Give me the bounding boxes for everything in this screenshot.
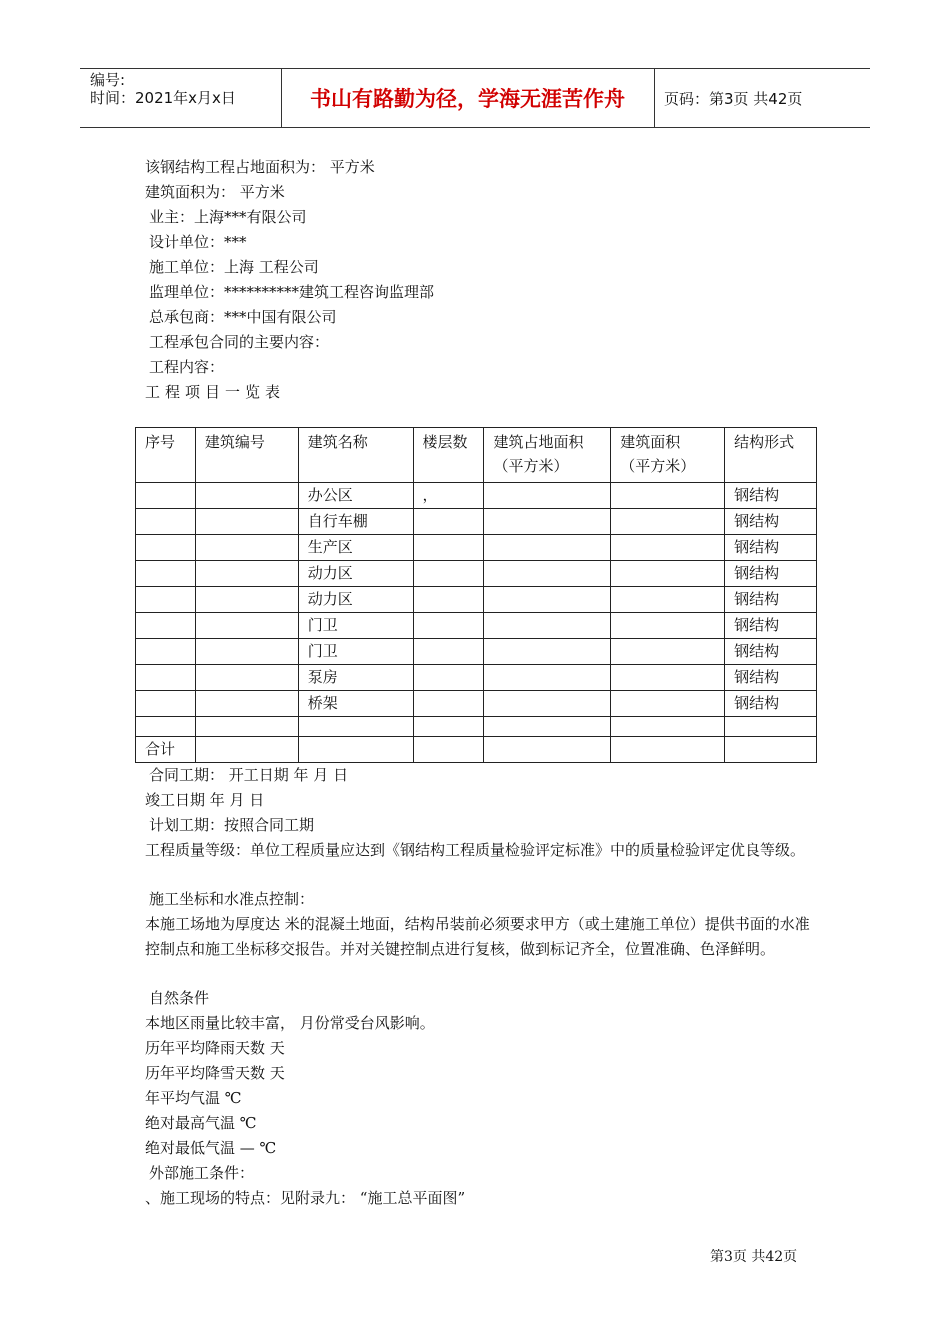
general-contractor-line: 总承包商：***中国有限公司 — [149, 308, 337, 326]
table-cell: 钢结构 — [725, 561, 817, 587]
max-temp-line: 绝对最高气温 ℃ — [145, 1114, 257, 1132]
site-features-line: 、施工现场的特点：见附录九： “施工总平面图” — [145, 1189, 466, 1207]
table-cell — [413, 509, 484, 535]
table-cell — [413, 717, 484, 737]
table-cell — [195, 587, 298, 613]
header-motto: 书山有路勤为径，学海无涯苦作舟 — [281, 69, 655, 127]
project-table — [135, 427, 817, 763]
table-row — [136, 561, 817, 587]
table-cell — [413, 587, 484, 613]
table-cell: 动力区 — [298, 561, 413, 587]
table-cell: 钢结构 — [725, 483, 817, 509]
table-row — [136, 691, 817, 717]
coordinate-paragraph: 本施工场地为厚度达 米的混凝土地面，结构吊装前必须要求甲方（或土建施工单位）提供书面的水准控制点和施工坐标移交报告。并对关键控制点进行复核，做到标记齐全，位置准确、色泽鲜明。 — [145, 915, 810, 958]
supervisor-line: 监理单位：**********建筑工程咨询监理部 — [149, 283, 435, 301]
table-cell — [413, 561, 484, 587]
table-row — [136, 613, 817, 639]
table-cell: 钢结构 — [725, 691, 817, 717]
table-cell — [484, 483, 611, 509]
rain-line: 本地区雨量比较丰富， 月份常受台风影响。 — [145, 1014, 435, 1032]
table-cell — [413, 535, 484, 561]
table-cell: 动力区 — [298, 587, 413, 613]
header-text: 序号 — [145, 433, 176, 451]
table-cell — [136, 509, 196, 535]
designer-line: 设计单位：*** — [149, 233, 247, 251]
header-text: 楼层数 — [422, 433, 468, 451]
table-row — [136, 639, 817, 665]
table-cell: 门卫 — [298, 639, 413, 665]
number-label: 编号: — [90, 71, 126, 89]
table-cell — [195, 665, 298, 691]
table-cell — [195, 613, 298, 639]
header-text: 建筑面积 — [620, 433, 681, 451]
table-cell — [413, 665, 484, 691]
table-cell — [484, 691, 611, 717]
table-cell — [725, 717, 817, 737]
header-meta — [80, 69, 282, 127]
table-cell — [611, 535, 725, 561]
header-text: 结构形式 — [734, 433, 795, 451]
header-cell — [298, 428, 413, 483]
table-cell: 桥架 — [298, 691, 413, 717]
table-cell — [136, 613, 196, 639]
table-cell — [611, 509, 725, 535]
table-cell — [611, 639, 725, 665]
table-cell — [484, 717, 611, 737]
table-cell — [611, 587, 725, 613]
table-cell — [298, 737, 413, 763]
planned-period-line: 计划工期：按照合同工期 — [149, 816, 315, 834]
quality-level-paragraph: 工程质量等级：单位工程质量应达到《钢结构工程质量检验评定标准》中的质量检验评定优良等级。 — [145, 841, 806, 859]
coordinate-heading: 施工坐标和水准点控制： — [149, 890, 315, 908]
table-cell: 泵房 — [298, 665, 413, 691]
table-cell — [484, 639, 611, 665]
owner-line: 业主：上海***有限公司 — [149, 208, 307, 226]
table-cell — [484, 737, 611, 763]
table-cell — [725, 737, 817, 763]
nature-heading: 自然条件 — [149, 989, 210, 1007]
total-label-cell: 合计 — [136, 737, 196, 763]
header-page-label: 页码：第3页 共42页 — [664, 90, 803, 108]
table-cell: 自行车棚 — [298, 509, 413, 535]
header-unit: （平方米） — [620, 457, 696, 475]
header-text: 建筑占地面积 — [493, 433, 584, 451]
table-cell — [484, 665, 611, 691]
table-cell: 钢结构 — [725, 587, 817, 613]
table-cell: 门卫 — [298, 613, 413, 639]
table-cell — [611, 691, 725, 717]
table-cell — [136, 717, 196, 737]
header-text: 建筑名称 — [307, 433, 368, 451]
table-cell — [611, 665, 725, 691]
table-cell — [484, 613, 611, 639]
table-cell — [195, 535, 298, 561]
table-cell — [413, 613, 484, 639]
table-cell — [611, 613, 725, 639]
table-cell — [611, 483, 725, 509]
table-total-row — [136, 737, 817, 763]
contract-period-line: 合同工期： 开工日期 年 月 日 — [149, 766, 349, 784]
table-cell — [136, 483, 196, 509]
table-cell — [413, 639, 484, 665]
table-cell: ， — [413, 483, 484, 509]
table-cell — [611, 737, 725, 763]
header-cell — [195, 428, 298, 483]
table-cell — [195, 691, 298, 717]
land-area-line: 该钢结构工程占地面积为： 平方米 — [145, 158, 375, 176]
table-cell: 钢结构 — [725, 639, 817, 665]
table-cell — [136, 691, 196, 717]
table-cell — [298, 717, 413, 737]
table-cell: 办公区 — [298, 483, 413, 509]
table-cell — [136, 665, 196, 691]
header-unit: （平方米） — [493, 457, 569, 475]
table-cell — [195, 509, 298, 535]
table-cell — [484, 561, 611, 587]
table-header-row — [136, 428, 817, 483]
table-cell — [195, 639, 298, 665]
table-cell — [136, 535, 196, 561]
table-title: 工程项目一览表 — [145, 383, 286, 401]
table-row — [136, 587, 817, 613]
table-row — [136, 535, 817, 561]
project-content-line: 工程内容： — [149, 358, 225, 376]
table-cell — [611, 561, 725, 587]
page-footer: 第3页 共42页 — [710, 1249, 798, 1265]
header-cell — [136, 428, 196, 483]
builder-line: 施工单位：上海 工程公司 — [149, 258, 319, 276]
table-cell — [195, 737, 298, 763]
table-cell — [195, 483, 298, 509]
contract-content-line: 工程承包合同的主要内容： — [149, 333, 330, 351]
table-cell — [136, 587, 196, 613]
table-cell — [484, 509, 611, 535]
header-text: 建筑编号 — [204, 433, 265, 451]
rain-days-line: 历年平均降雨天数 天 — [145, 1039, 285, 1057]
header-cell — [725, 428, 817, 483]
avg-temp-line: 年平均气温 ℃ — [145, 1089, 242, 1107]
table-row — [136, 483, 817, 509]
table-cell — [484, 587, 611, 613]
table-cell: 钢结构 — [725, 665, 817, 691]
table-row — [136, 509, 817, 535]
header-cell — [611, 428, 725, 483]
page-header — [80, 68, 870, 128]
table-row-empty — [136, 717, 817, 737]
table-cell — [484, 535, 611, 561]
floor-area-line: 建筑面积为： 平方米 — [145, 183, 285, 201]
min-temp-line: 绝对最低气温 — ℃ — [145, 1139, 277, 1157]
table-cell — [195, 561, 298, 587]
table-cell: 钢结构 — [725, 535, 817, 561]
table-cell — [136, 639, 196, 665]
table-cell — [136, 561, 196, 587]
table-row — [136, 665, 817, 691]
table-cell — [413, 691, 484, 717]
external-heading: 外部施工条件： — [149, 1164, 255, 1182]
time-label: 时间：2021年x月x日 — [90, 89, 236, 107]
table-cell: 生产区 — [298, 535, 413, 561]
table-cell — [611, 717, 725, 737]
table-cell: 钢结构 — [725, 613, 817, 639]
table-cell — [195, 717, 298, 737]
header-cell — [413, 428, 484, 483]
snow-days-line: 历年平均降雪天数 天 — [145, 1064, 285, 1082]
header-cell — [484, 428, 611, 483]
table-cell: 钢结构 — [725, 509, 817, 535]
completion-date-line: 竣工日期 年 月 日 — [145, 791, 265, 809]
table-cell — [413, 737, 484, 763]
